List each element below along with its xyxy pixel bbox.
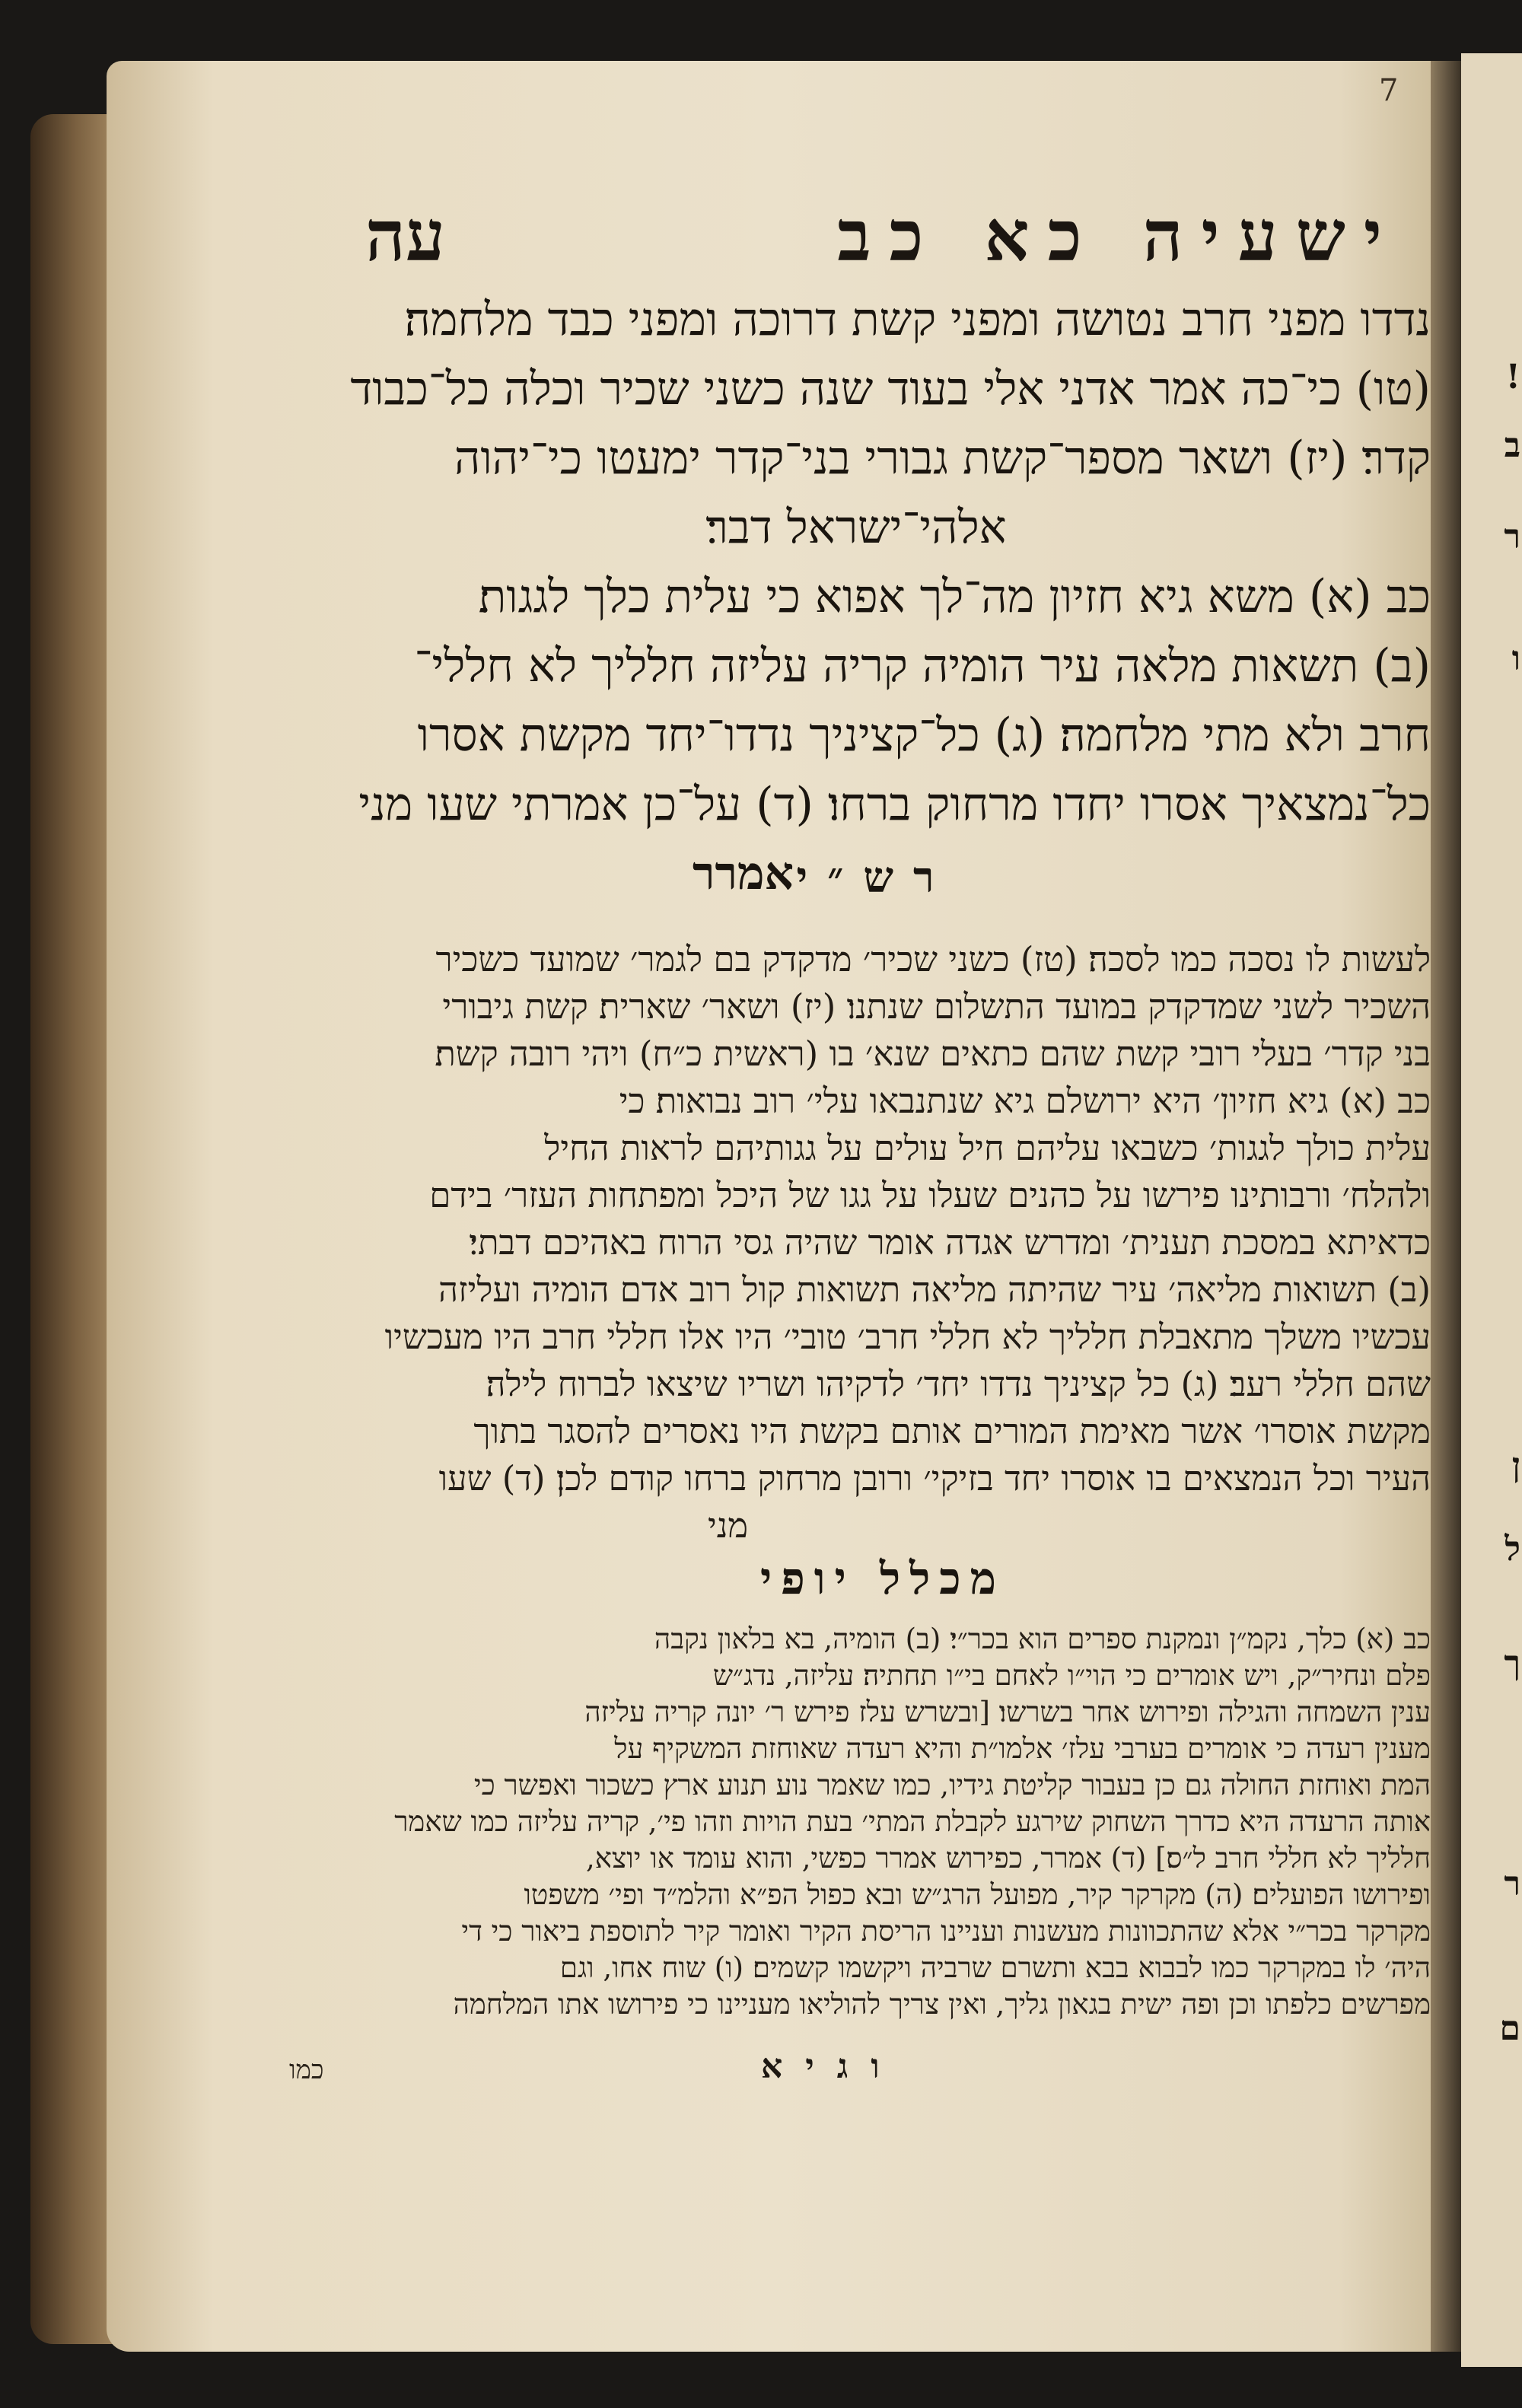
- rashi-heading: רש״י: [796, 852, 954, 903]
- next-page-fragment: ר: [1504, 518, 1520, 556]
- commentary-line: מקרקר בכר״י אלא שהתכוונות מעשנות ועניינו הריסת הקיר ואומר קיר לתוספת ביאור כי די: [461, 1915, 1431, 1948]
- scripture-line: חרב ולא מתי מלחמה׃ (ג) כל־קציניך נדדו־יחד מקשת אסרו: [417, 709, 1431, 762]
- bottom-catchword: כמו: [289, 2055, 324, 2085]
- next-page-fragment: ר: [1504, 1865, 1520, 1903]
- rashi-commentary: [282, 936, 1431, 1550]
- scripture-line: (טו) כי־כה אמר אדני אלי בעוד שנה כשני שכיר וכלה כל־כבוד: [350, 362, 1431, 416]
- page-title: ישעיה כא כב: [837, 195, 1400, 277]
- commentary-line: כב (א) כלך, נקמ״ן ונמקנת ספרים הוא בכר״י׃ (ב) הומיה, בא בלאון נקבה: [654, 1623, 1431, 1655]
- scripture-line: אלהי־ישראל דבר׃: [705, 501, 1007, 554]
- commentary-line: מפרשים כלפתו וכן ופה ישית בגאון גליך, ואין צריך להוליאו מעניינו כי פירושו אתו המלחמה: [453, 1988, 1431, 2021]
- next-page-fragment: ם: [1499, 2009, 1520, 2048]
- rashi-line: ולהלח׳ ורבותינו פירשו על כהנים שעלו על גגו של היכל ומפתחות העזר׳ בידם: [429, 1175, 1431, 1215]
- next-page-fragment: ב: [1504, 426, 1520, 465]
- rashi-line: השכיר לשני שמדקדק במועד התשלום שנתנו׃ (יז) ושאר׳ שארית׃ קשת גיבורי: [442, 986, 1431, 1027]
- rashi-line: לעשות לו נסכה כמו לסכה׃ (טז) כשני שכיר׳ מדקדק בם לגמר׳ שמועד כשכיר: [435, 939, 1431, 979]
- next-page-fragment: !: [1505, 358, 1520, 397]
- next-page-fragment: ו: [1511, 639, 1520, 678]
- commentary-line: היה׳ לו במקרקר כמו לבבוא בבא ותשרם שרביה ויקשמו קשמים׃ (ו) שוח אחו, וגם: [559, 1951, 1431, 1984]
- michlal-yofi-heading: מכלל יופי: [760, 1553, 1005, 1604]
- rashi-line: (ב) תשואות מליאה׳ עיר שהיתה מליאה תשואות קול רוב אדם הומיה ועליזה: [438, 1269, 1431, 1310]
- corner-mark: 7: [1379, 73, 1399, 108]
- scripture-line: קדר׃ (יז) ושאר מספר־קשת גבורי בני־קדר ימעטו כי־יהוה: [454, 432, 1431, 485]
- signature-mark: וגיא: [761, 2047, 903, 2086]
- michlal-yofi-commentary: [282, 1621, 1431, 2023]
- book-gutter: [1431, 61, 1461, 2352]
- scripture-line: (ב) תשאות מלאה עיר הומיה קריה עליזה חלליך לא חללי־: [414, 639, 1431, 693]
- commentary-line: אותה הרעדה היא כדרך השחוק שירגע לקבלת המתי׳ בעת הויות וזהו פי׳, קריה עליזה כמו שאמר: [394, 1805, 1431, 1838]
- commentary-line: חלליך לא חללי חרב ל״ס׃] (ד) אמרר, כפירוש אמרר כפשי, והוא עומד או יוצא,: [585, 1842, 1431, 1874]
- rashi-line: מקשת אוסרו׳ אשר מאימת המורים אותם בקשת היו נאסרים להסגר בתוך: [473, 1411, 1431, 1451]
- rashi-line: העיר וכל הנמצאים בו אוסרו יחד בזיקי׳ ורובן מרחוק ברחו קודם לכן׃ (ד) שעו: [438, 1458, 1431, 1499]
- commentary-line: ענין השמחה והגילה ופירוש אחר בשרשו׃ [ובשרש עלז פירש ר׳ יונה קריה עליזה: [584, 1696, 1431, 1728]
- rashi-line: בני קדר׳ בעלי רובי קשת שהם כתאים שנא׳ בו (ראשית כ״ח) ויהי רובה קשת׃: [435, 1034, 1431, 1074]
- next-page-fragment: ך: [1504, 1644, 1520, 1683]
- rashi-line: כב (א) גיא חזיון׳ היא ירושלם גיא שנתנבאו עלי׳ רוב נבואות׃ כי: [619, 1081, 1431, 1121]
- next-page-fragment: ל: [1504, 1530, 1520, 1569]
- running-head: [320, 190, 1431, 282]
- rashi-line: כדאיתא במסכת תענית׳ ומדרש אגדה אומר שהיה גסי הרוח באהיכם דבתי׃: [469, 1222, 1431, 1263]
- commentary-line: מענין רעדה כי אומרים בערבי עלז׳ אלמו״ת והיא רעדה שאוחזת המשקיף על: [614, 1732, 1431, 1765]
- rashi-line: עלית כולך לגגות׳ כשבאו עליהם חיל עולים על גגותיהם לראות החיל: [544, 1128, 1431, 1168]
- commentary-line: פלם ונחיר״ק, ויש אומרים כי הוי״ו לאחם בי״ו תחתיה׃ עליזה, נדג״ש: [712, 1659, 1431, 1692]
- catchword: אמרר: [693, 847, 794, 900]
- scripture-line: נדדו מפני חרב נטושה ומפני קשת דרוכה ומפני כבד מלחמה׃: [404, 293, 1431, 346]
- scripture-line: כל־נמצאיך אסרו יחדו מרחוק ברחו׃ (ד) על־כן אמרתי שעו מני: [358, 778, 1431, 831]
- rashi-line: שהם חללי רעב׃ (ג) כל קציניך נדדו יחד׳ לדקיהו ושריו שיצאו לברוח לילה׃: [486, 1364, 1431, 1404]
- commentary-line: המת ואוחזת החולה גם כן בעבור קליטת גידיו, כמו שאמר נוע תנוע ארץ כשכור ואפשר כי: [473, 1769, 1431, 1801]
- commentary-line: ופירושו הפועלים׃ (ה) מקרקר קיר, מפועל הרג״ש ובא כפול הפ״א והלמ״ד ופי׳ משפטו: [524, 1878, 1431, 1911]
- folio-number: עה: [365, 195, 445, 277]
- catchword: מני: [708, 1505, 749, 1546]
- next-page-fragment: ן: [1511, 1446, 1520, 1485]
- rashi-line: עכשיו משלך מתאבלת חלליך לא חללי חרב׳ טובי׳ היו אלו חללי חרב היו מעכשיו: [384, 1317, 1431, 1357]
- scripture-text: [282, 285, 1431, 909]
- scripture-line: כב (א) משא גיא חזיון מה־לך אפוא כי עלית כלך לגגות׃: [478, 570, 1431, 623]
